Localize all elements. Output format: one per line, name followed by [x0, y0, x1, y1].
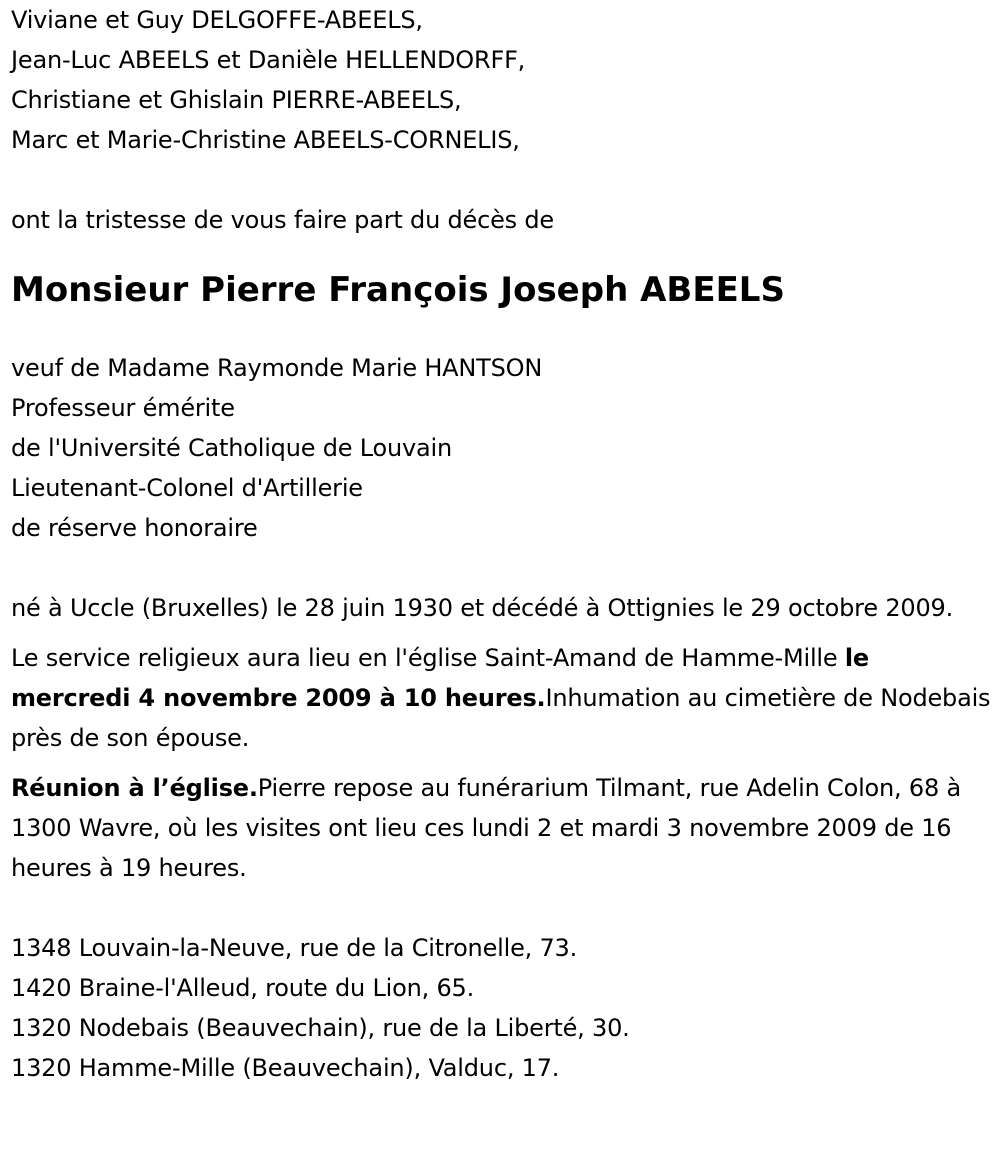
address-line: 1320 Nodebais (Beauvechain), rue de la Liberté, 30. [11, 1014, 630, 1042]
service-intro: Le service religieux aura lieu en l'église Saint-Amand de Hamme-Mille [11, 644, 845, 672]
family-line: Viviane et Guy DELGOFFE-ABEELS, [11, 6, 423, 34]
title-line: veuf de Madame Raymonde Marie HANTSON [11, 354, 543, 382]
title-line: Lieutenant-Colonel d'Artillerie [11, 474, 363, 502]
address-list [11, 928, 991, 1088]
title-line: Professeur émérite [11, 394, 235, 422]
meeting-paragraph [11, 768, 991, 888]
address-line: 1320 Hamme-Mille (Beauvechain), Valduc, 17. [11, 1054, 560, 1082]
service-rest: Inhumation au cimetière de Nodebais près de son épouse. [11, 684, 991, 752]
family-list [11, 0, 991, 160]
title-line: de l'Université Catholique de Louvain [11, 434, 452, 462]
family-line: Marc et Marie-Christine ABEELS-CORNELIS, [11, 126, 520, 154]
deceased-name: Monsieur Pierre François Joseph ABEELS [11, 270, 785, 310]
address-line: 1420 Braine-l'Alleud, route du Lion, 65. [11, 974, 475, 1002]
address-line: 1348 Louvain-la-Neuve, rue de la Citronelle, 73. [11, 934, 578, 962]
service-date: le mercredi 4 novembre 2009 à 10 heures. [11, 644, 869, 712]
announcement-text: ont la tristesse de vous faire part du décès de [11, 206, 554, 234]
family-line: Christiane et Ghislain PIERRE-ABEELS, [11, 86, 462, 114]
titles-list [11, 348, 991, 548]
meeting-heading: Réunion à l’église. [11, 774, 258, 802]
birth-death-paragraph: né à Uccle (Bruxelles) le 28 juin 1930 et décédé à Ottignies le 29 octobre 2009. [11, 594, 954, 622]
meeting-rest: Pierre repose au funérarium Tilmant, rue Adelin Colon, 68 à 1300 Wavre, où les visites ont lieu ces lundi 2 et mardi 3 novembre 2009 de 16 heures à 19 heures. [11, 774, 961, 882]
title-line: de réserve honoraire [11, 514, 258, 542]
family-line: Jean-Luc ABEELS et Danièle HELLENDORFF, [11, 46, 526, 74]
obituary-notice [11, 0, 991, 1088]
service-paragraph [11, 638, 991, 758]
